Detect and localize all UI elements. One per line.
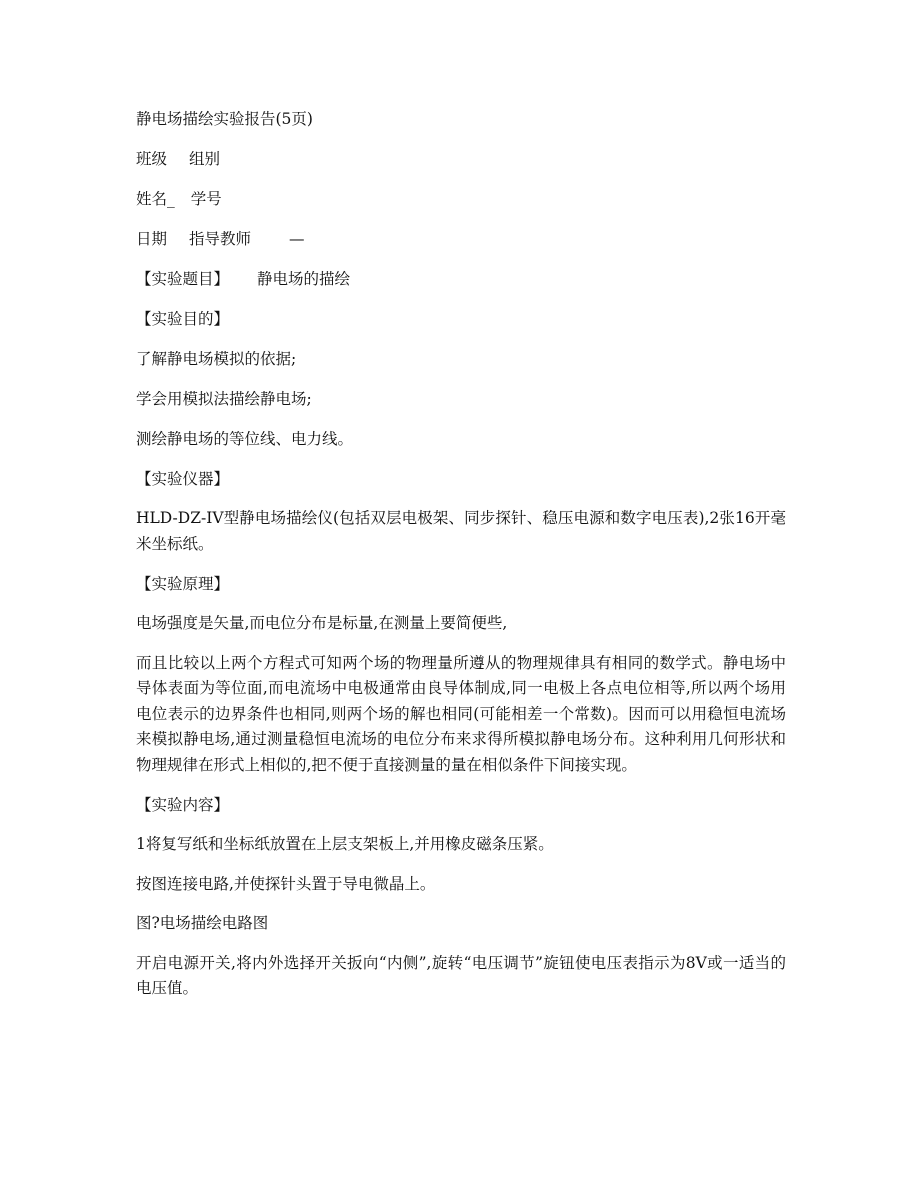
purpose-item: 学会用模拟法描绘静电场; xyxy=(136,390,312,408)
content-heading: 【实验内容】 xyxy=(136,796,230,814)
class-group-row xyxy=(136,146,786,172)
group-label: 组别 xyxy=(189,150,221,168)
name-label: 姓名_ xyxy=(136,190,175,208)
purpose-heading: 【实验目的】 xyxy=(136,310,230,328)
purpose-item: 了解静电场模拟的依据; xyxy=(136,350,297,368)
principle-paragraph: 电场强度是矢量,而电位分布是标量,在测量上要简便些, xyxy=(136,614,508,632)
report-title xyxy=(136,106,786,132)
topic-row xyxy=(136,266,786,292)
principle-paragraph: 而且比较以上两个方程式可知两个场的物理量所遵从的物理规律具有相同的数学式。静电场中导体表面为等位面,而电流场中电极通常由良导体制成,同一电极上各点电位相等,所以两个场用电位表示的边界条件也相同,则两个场的解也相同(可能相差一个常数)。因而可以用稳恒电流场来模拟静电场,通过测量稳恒电流场的电位分布来求得所模拟静电场分布。这种利用几何形状和物理规律在形式上相似的,把不便于直接测量的量在相似条件下间接实现。 xyxy=(136,653,786,774)
class-label: 班级 xyxy=(136,150,168,168)
teacher-label: 指导教师 xyxy=(189,230,252,248)
date-label: 日期 xyxy=(136,230,168,248)
student-id-label: 学号 xyxy=(190,190,222,208)
date-teacher-row xyxy=(136,226,786,252)
purpose-item: 测绘静电场的等位线、电力线。 xyxy=(136,430,354,448)
instruments-heading: 【实验仪器】 xyxy=(136,470,230,488)
topic-value: 静电场的描绘 xyxy=(257,270,351,288)
report-title-text: 静电场描绘实验报告(5页) xyxy=(136,110,313,128)
figure-caption: 图?电场描绘电路图 xyxy=(136,914,269,932)
content-paragraph: 按图连接电路,并使探针头置于导电微晶上。 xyxy=(136,874,436,893)
instruments-text: HLD-DZ-IV型静电场描绘仪(包括双层电极架、同步探针、稳压电源和数字电压表),2张16开毫米坐标纸。 xyxy=(136,509,786,553)
content-paragraph: 1将复写纸和坐标纸放置在上层支架板上,并用橡皮磁条压紧。 xyxy=(136,835,554,853)
name-id-row xyxy=(136,186,786,212)
teacher-dash: — xyxy=(289,230,305,248)
content-paragraph: 开启电源开关,将内外选择开关扳向“内侧”,旋转“电压调节”旋钮使电压表指示为8V或一适当的电压值。 xyxy=(136,953,786,997)
topic-heading: 【实验题目】 xyxy=(136,270,230,288)
principle-heading: 【实验原理】 xyxy=(136,575,230,593)
document-page xyxy=(136,106,786,1016)
